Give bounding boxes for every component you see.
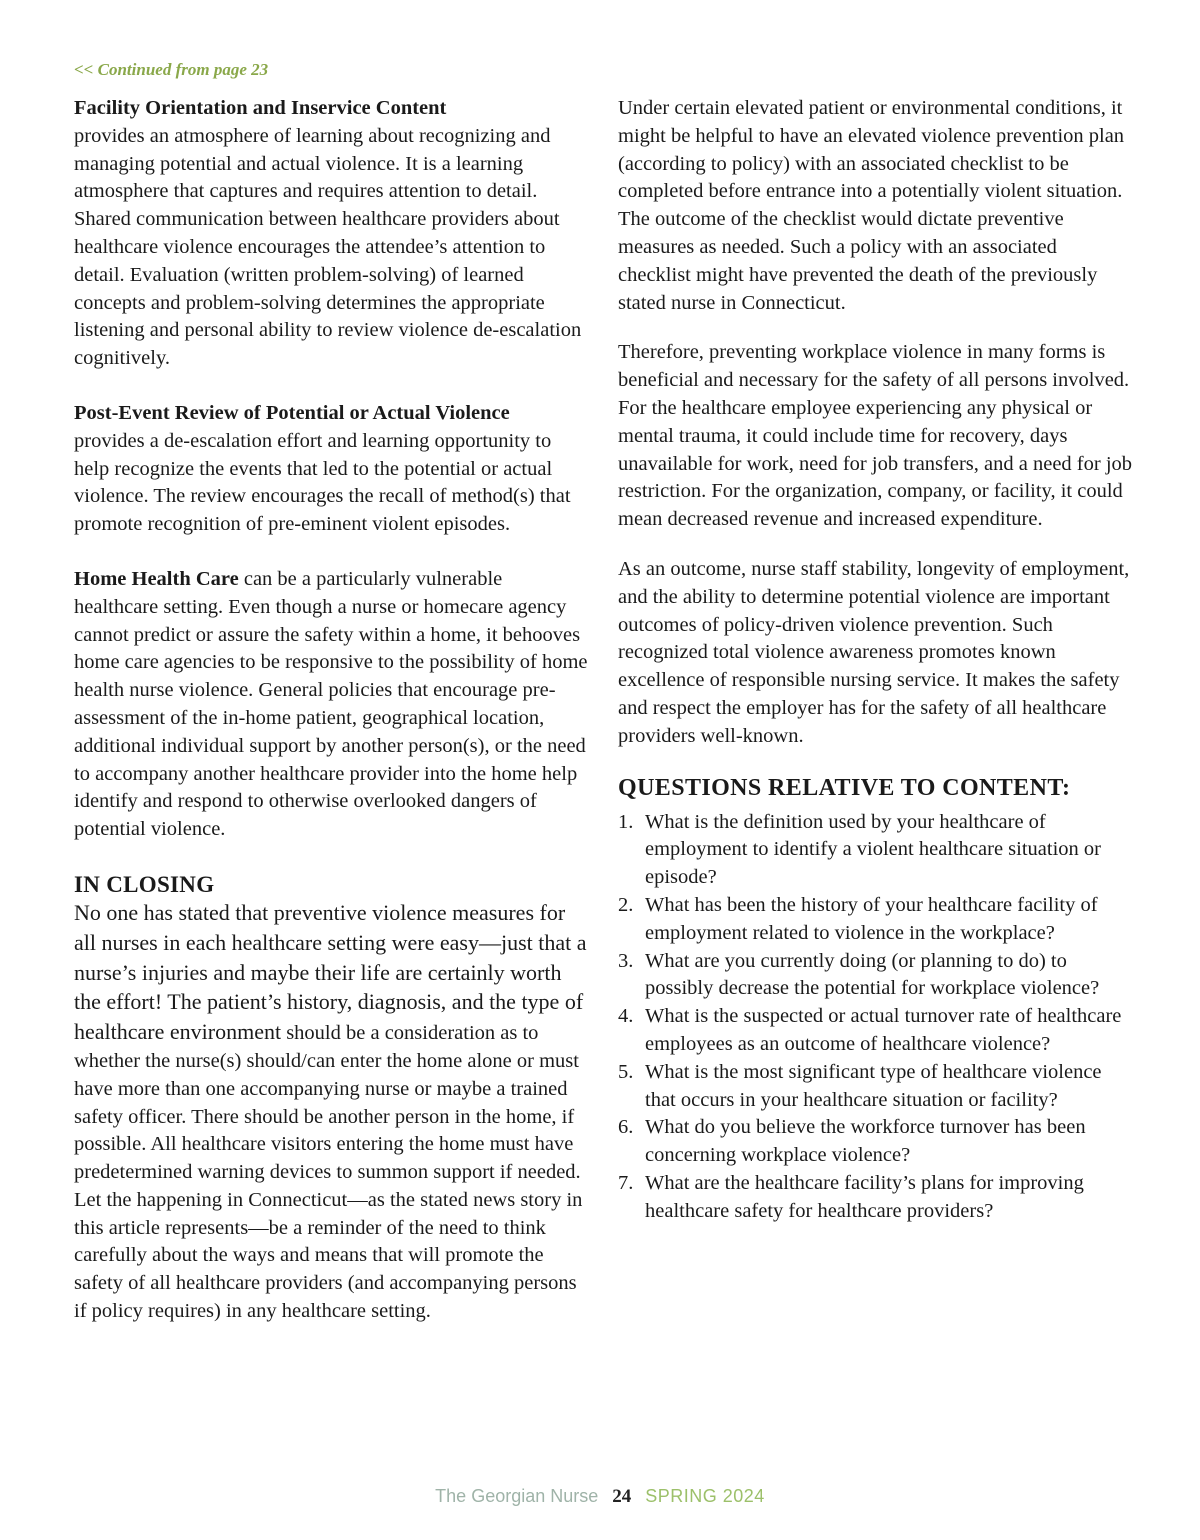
question-item <box>618 1114 1133 1170</box>
question-text: What are the healthcare facility’s plans for improving healthcare safety for healthcare providers? <box>645 1171 1084 1222</box>
question-text: What are you currently doing (or planning to do) to possibly decrease the potential for workplace violence? <box>645 949 1100 1000</box>
in-closing-heading: IN CLOSING <box>74 871 215 897</box>
question-item <box>618 809 1133 892</box>
page-footer <box>0 1486 1200 1508</box>
elevated-plan-paragraph: Under certain elevated patient or environmental conditions, it might be helpful to have an elevated violence prevention plan (according to policy) with an associated checklist to be completed before entrance into a potentially violent situation. The outcome of the checklist would dictate preventive measures as needed. Such a policy with an associated checklist might have prevented the death of the previously stated nurse in Connecticut. <box>618 97 1125 314</box>
question-number: 1. <box>618 810 634 833</box>
home-health-care-section <box>74 566 589 844</box>
question-number: 3. <box>618 949 634 972</box>
home-health-care-heading: Home Health Care <box>74 567 239 590</box>
page-number: 24 <box>612 1486 632 1507</box>
in-closing-text: should be a consideration as to whether the nurse(s) should/can enter the home alone or must have more than one accompanying nurse or maybe a trained safety officer. There should be another person in the home, if possible. All healthcare visitors entering the home must have predetermined warning devices to summon support if needed. Let the happening in Connecticut—as the stated news story in this article represents—be a reminder of the need to think carefully about the ways and means that will promote the safety of all healthcare providers (and accompanying persons if policy requires) in any healthcare setting. <box>74 1022 583 1323</box>
question-text: What has been the history of your healthcare facility of employment related to violence in the workplace? <box>645 893 1098 944</box>
post-event-review-section <box>74 400 589 539</box>
question-item <box>618 948 1133 1004</box>
question-item <box>618 1170 1133 1226</box>
question-text: What is the most significant type of healthcare violence that occurs in your healthcare situation or facility? <box>645 1060 1102 1111</box>
outcome-paragraph: As an outcome, nurse staff stability, longevity of employment, and the ability to determine potential violence are important outcomes of policy-driven violence prevention. Such recognized total violence awareness promotes known excellence of responsible nursing service. It makes the safety and respect the employer has for the safety of all healthcare providers well-known. <box>618 557 1130 747</box>
question-text: What is the suspected or actual turnover rate of healthcare employees as an outcome of healthcare violence? <box>645 1005 1122 1055</box>
publication-name: The Georgian Nurse <box>435 1486 599 1506</box>
facility-orientation-body: provides an atmosphere of learning about recognizing and managing potential and actual violence. It is a learning atmosphere that captures and requires attention to detail. Shared communication between healthcare providers about healthcare violence encourages the attendee’s attention to detail. Evaluation (written problem-solving) of learned concepts and problem-solving determines the appropriate listening and personal ability to review violence de-escalation cognitively. <box>74 124 582 370</box>
facility-orientation-section <box>74 95 589 373</box>
question-number: 7. <box>618 1171 634 1194</box>
post-event-review-heading: Post-Event Review of Potential or Actual Violence <box>74 401 510 424</box>
in-closing-intro: No one has stated that preventive violence measures for all nurses in each healthcare setting were easy—just that a nurse’s injuries and maybe their life are certainly worth the effort! The patient’s history, diagnosis, and the type of healthcare environment <box>74 899 587 1045</box>
right-column <box>618 95 1133 1225</box>
issue-label: SPRING 2024 <box>645 1486 765 1506</box>
question-number: 4. <box>618 1005 634 1028</box>
question-item <box>618 1003 1133 1059</box>
question-number: 5. <box>618 1060 634 1083</box>
home-health-care-body: can be a particularly vulnerable healthcare setting. Even though a nurse or homecare agency cannot predict or assure the safety within a home, it behooves home care agencies to be responsive to the possibility of home health nurse violence. General policies that encourage pre-assessment of the in-home patient, geographical location, additional individual support by another person(s), or the need to accompany another healthcare provider into the home help identify and respond to otherwise overlooked dangers of potential violence. <box>74 567 588 841</box>
question-number: 6. <box>618 1116 634 1139</box>
facility-orientation-heading: Facility Orientation and Inservice Content <box>74 97 447 119</box>
question-item <box>618 892 1133 948</box>
in-closing-body <box>74 899 589 1326</box>
left-column <box>74 95 589 1326</box>
post-event-review-body: provides a de-escalation effort and learning opportunity to help recognize the events that led to the potential or actual violence. The review encourages the recall of method(s) that promote recognition of pre-eminent violent episodes. <box>74 429 571 536</box>
preventing-violence-paragraph: Therefore, preventing workplace violence in many forms is beneficial and necessary for the safety of all persons involved. For the healthcare employee experiencing any physical or mental trauma, it could include time for recovery, days unavailable for work, need for job transfers, and a need for job restriction. For the organization, company, or facility, it could mean decreased revenue and increased expenditure. <box>618 341 1133 531</box>
continued-from-note: << Continued from page 23 <box>74 60 269 79</box>
question-item <box>618 1059 1133 1115</box>
question-text: What is the definition used by your healthcare of employment to identify a violent healthcare situation or episode? <box>645 810 1101 889</box>
question-number: 2. <box>618 893 634 916</box>
question-text: What do you believe the workforce turnover has been concerning workplace violence? <box>645 1116 1086 1167</box>
questions-list <box>618 809 1133 1226</box>
questions-heading: QUESTIONS RELATIVE TO CONTENT: <box>618 774 1071 801</box>
